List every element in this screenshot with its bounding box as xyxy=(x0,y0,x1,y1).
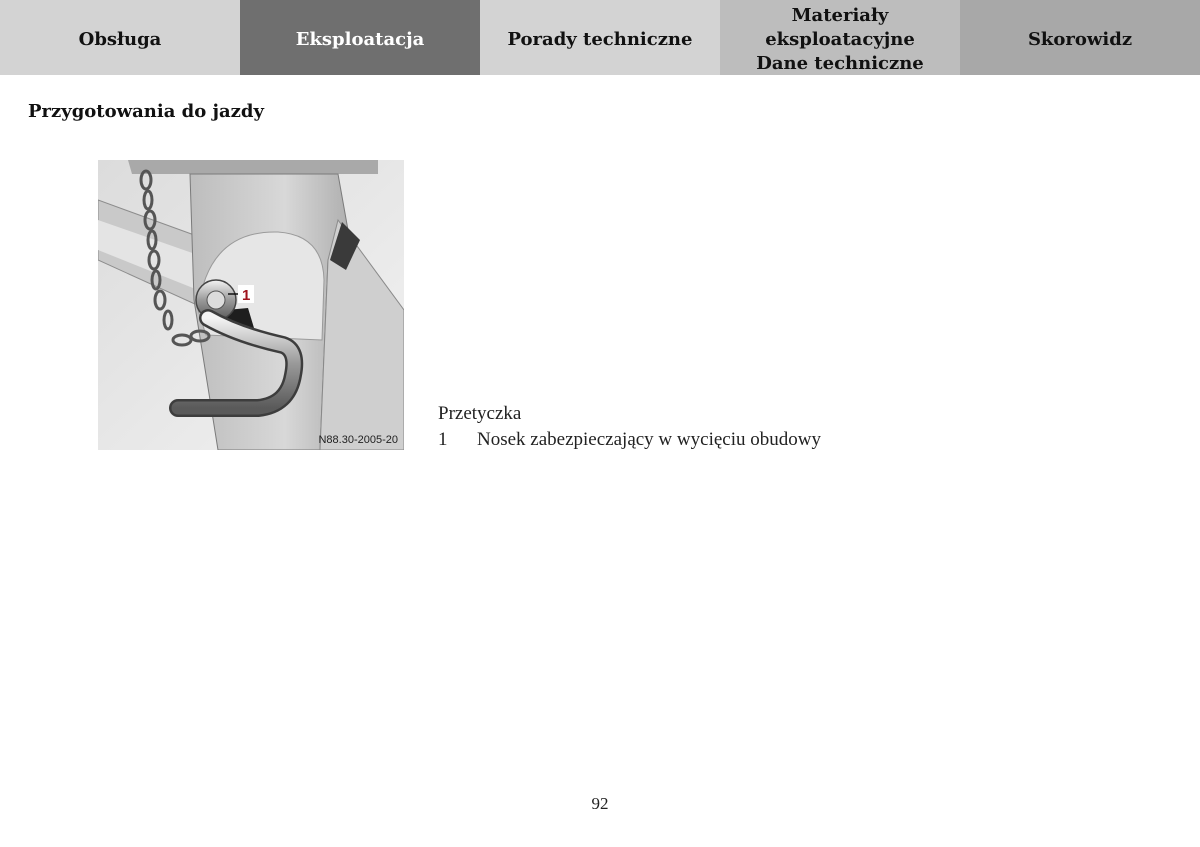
tab-obsluga[interactable] xyxy=(0,0,240,75)
tab-label: Obsługa xyxy=(78,28,162,50)
chapter-tabs xyxy=(0,0,1200,75)
tab-materialy-dane[interactable] xyxy=(720,0,960,75)
tab-label: Eksploatacja xyxy=(295,28,425,50)
tab-label: Skorowidz xyxy=(1027,28,1133,50)
towing-pin-illustration xyxy=(98,160,404,450)
caption-item-text: Nosek zabezpieczający w wycięciu obudowy xyxy=(477,429,821,450)
tab-skorowidz[interactable] xyxy=(960,0,1200,75)
figure-caption xyxy=(438,401,821,453)
page-number: 92 xyxy=(591,794,609,813)
tab-eksploatacja[interactable] xyxy=(240,0,480,75)
caption-item-number: 1 xyxy=(438,429,448,450)
callout-number: 1 xyxy=(242,287,251,304)
caption-item xyxy=(438,427,821,453)
figure-code: N88.30-2005-20 xyxy=(318,434,398,446)
tab-label-line2: Dane techniczne xyxy=(756,52,924,74)
pin-drawing xyxy=(98,160,404,450)
section-title: Przygotowania do jazdy xyxy=(28,101,264,122)
caption-title: Przetyczka xyxy=(438,403,522,424)
tab-label-line1: Materiały eksploatacyjne xyxy=(765,4,915,50)
tab-label: Porady techniczne xyxy=(507,28,693,50)
tab-porady-techniczne[interactable] xyxy=(480,0,720,75)
